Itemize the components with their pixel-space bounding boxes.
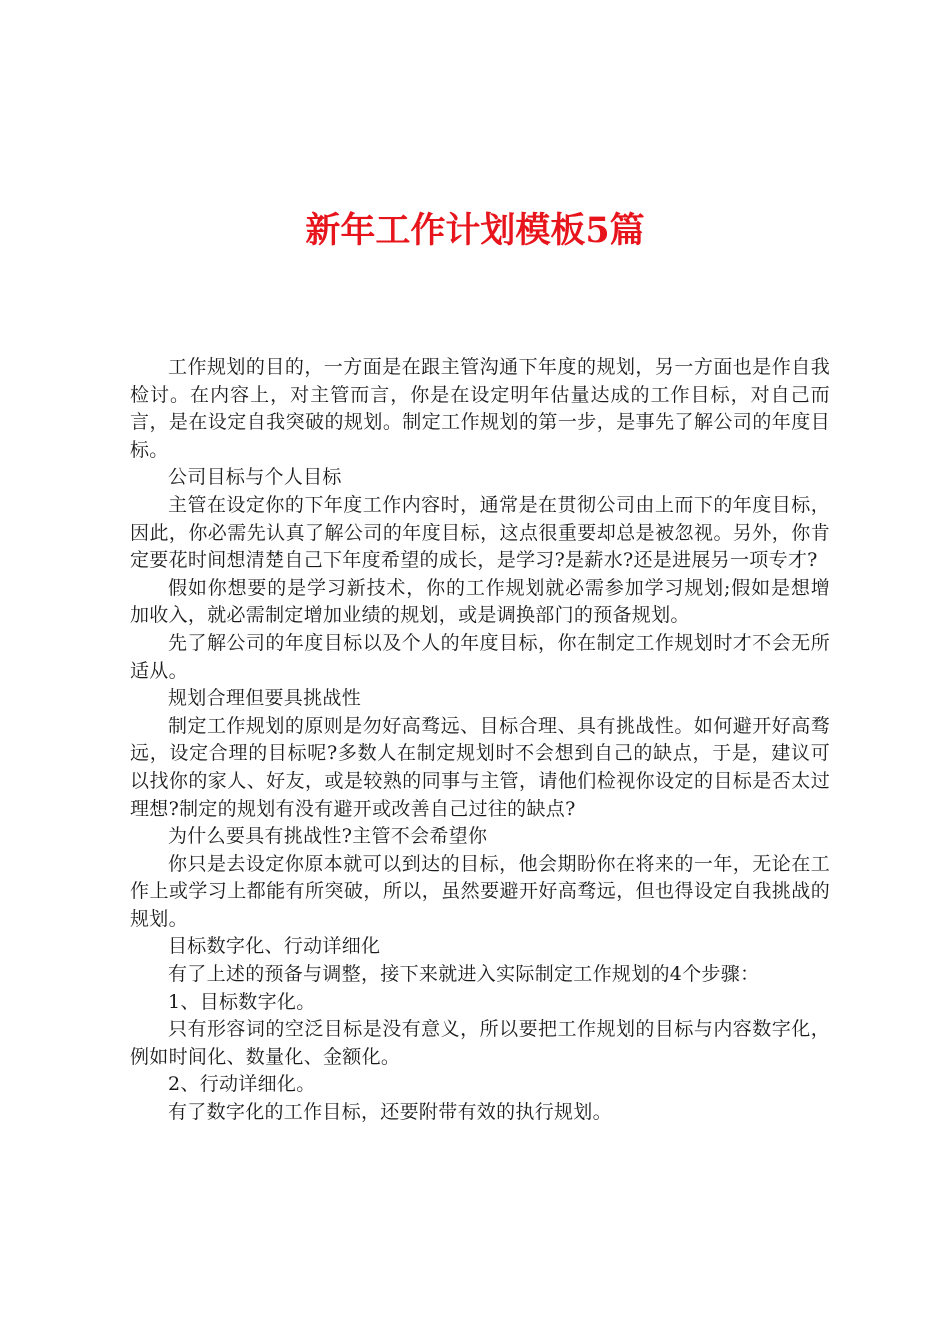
list-item: 2、行动详细化。 (168, 1073, 316, 1096)
document-body (130, 354, 830, 1127)
paragraph: 假如你想要的是学习新技术，你的工作规划就必需参加学习规划;假如是想增加收入，就必需制定增加业绩的规划，或是调换部门的预备规划。 (130, 576, 830, 627)
paragraph: 先了解公司的年度目标以及个人的年度目标，你在制定工作规划时才不会无所适从。 (130, 631, 830, 682)
paragraph: 制定工作规划的原则是勿好高骛远、目标合理、具有挑战性。如何避开好高骛远，设定合理的目标呢?多数人在制定规划时不会想到自己的缺点，于是，建议可以找你的家人、好友，或是较熟的同事与主管，请他们检视你设定的目标是否太过理想?制定的规划有没有避开或改善自己过往的缺点? (130, 714, 830, 820)
list-item: 1、目标数字化。 (168, 990, 316, 1013)
paragraph: 有了上述的预备与调整，接下来就进入实际制定工作规划的4个步骤： (168, 963, 760, 986)
document-title: 新年工作计划模板5篇 (305, 210, 645, 251)
paragraph: 你只是去设定你原本就可以到达的目标，他会期盼你在将来的一年，无论在工作上或学习上都能有所突破，所以，虽然要避开好高骛远，但也得设定自我挑战的规划。 (130, 852, 830, 930)
paragraph: 工作规划的目的，一方面是在跟主管沟通下年度的规划，另一方面也是作自我检讨。在内容上，对主管而言，你是在设定明年估量达成的工作目标，对自己而言，是在设定自我突破的规划。制定工作规划的第一步，是事先了解公司的年度目标。 (130, 356, 830, 461)
paragraph: 只有形容词的空泛目标是没有意义，所以要把工作规划的目标与内容数字化，例如时间化、数量化、金额化。 (130, 1018, 830, 1068)
section-heading: 公司目标与个人目标 (168, 466, 342, 489)
section-heading: 目标数字化、行动详细化 (168, 935, 381, 958)
section-heading: 规划合理但要具挑战性 (168, 687, 362, 710)
paragraph: 为什么要具有挑战性?主管不会希望你 (168, 825, 488, 848)
paragraph: 主管在设定你的下年度工作内容时，通常是在贯彻公司由上而下的年度目标，因此，你必需先认真了解公司的年度目标，这点很重要却总是被忽视。另外，你肯定要花时间想清楚自己下年度希望的成长，是学习?是薪水?还是进展另一项专才? (130, 493, 830, 572)
paragraph: 有了数字化的工作目标，还要附带有效的执行规划。 (168, 1101, 612, 1124)
